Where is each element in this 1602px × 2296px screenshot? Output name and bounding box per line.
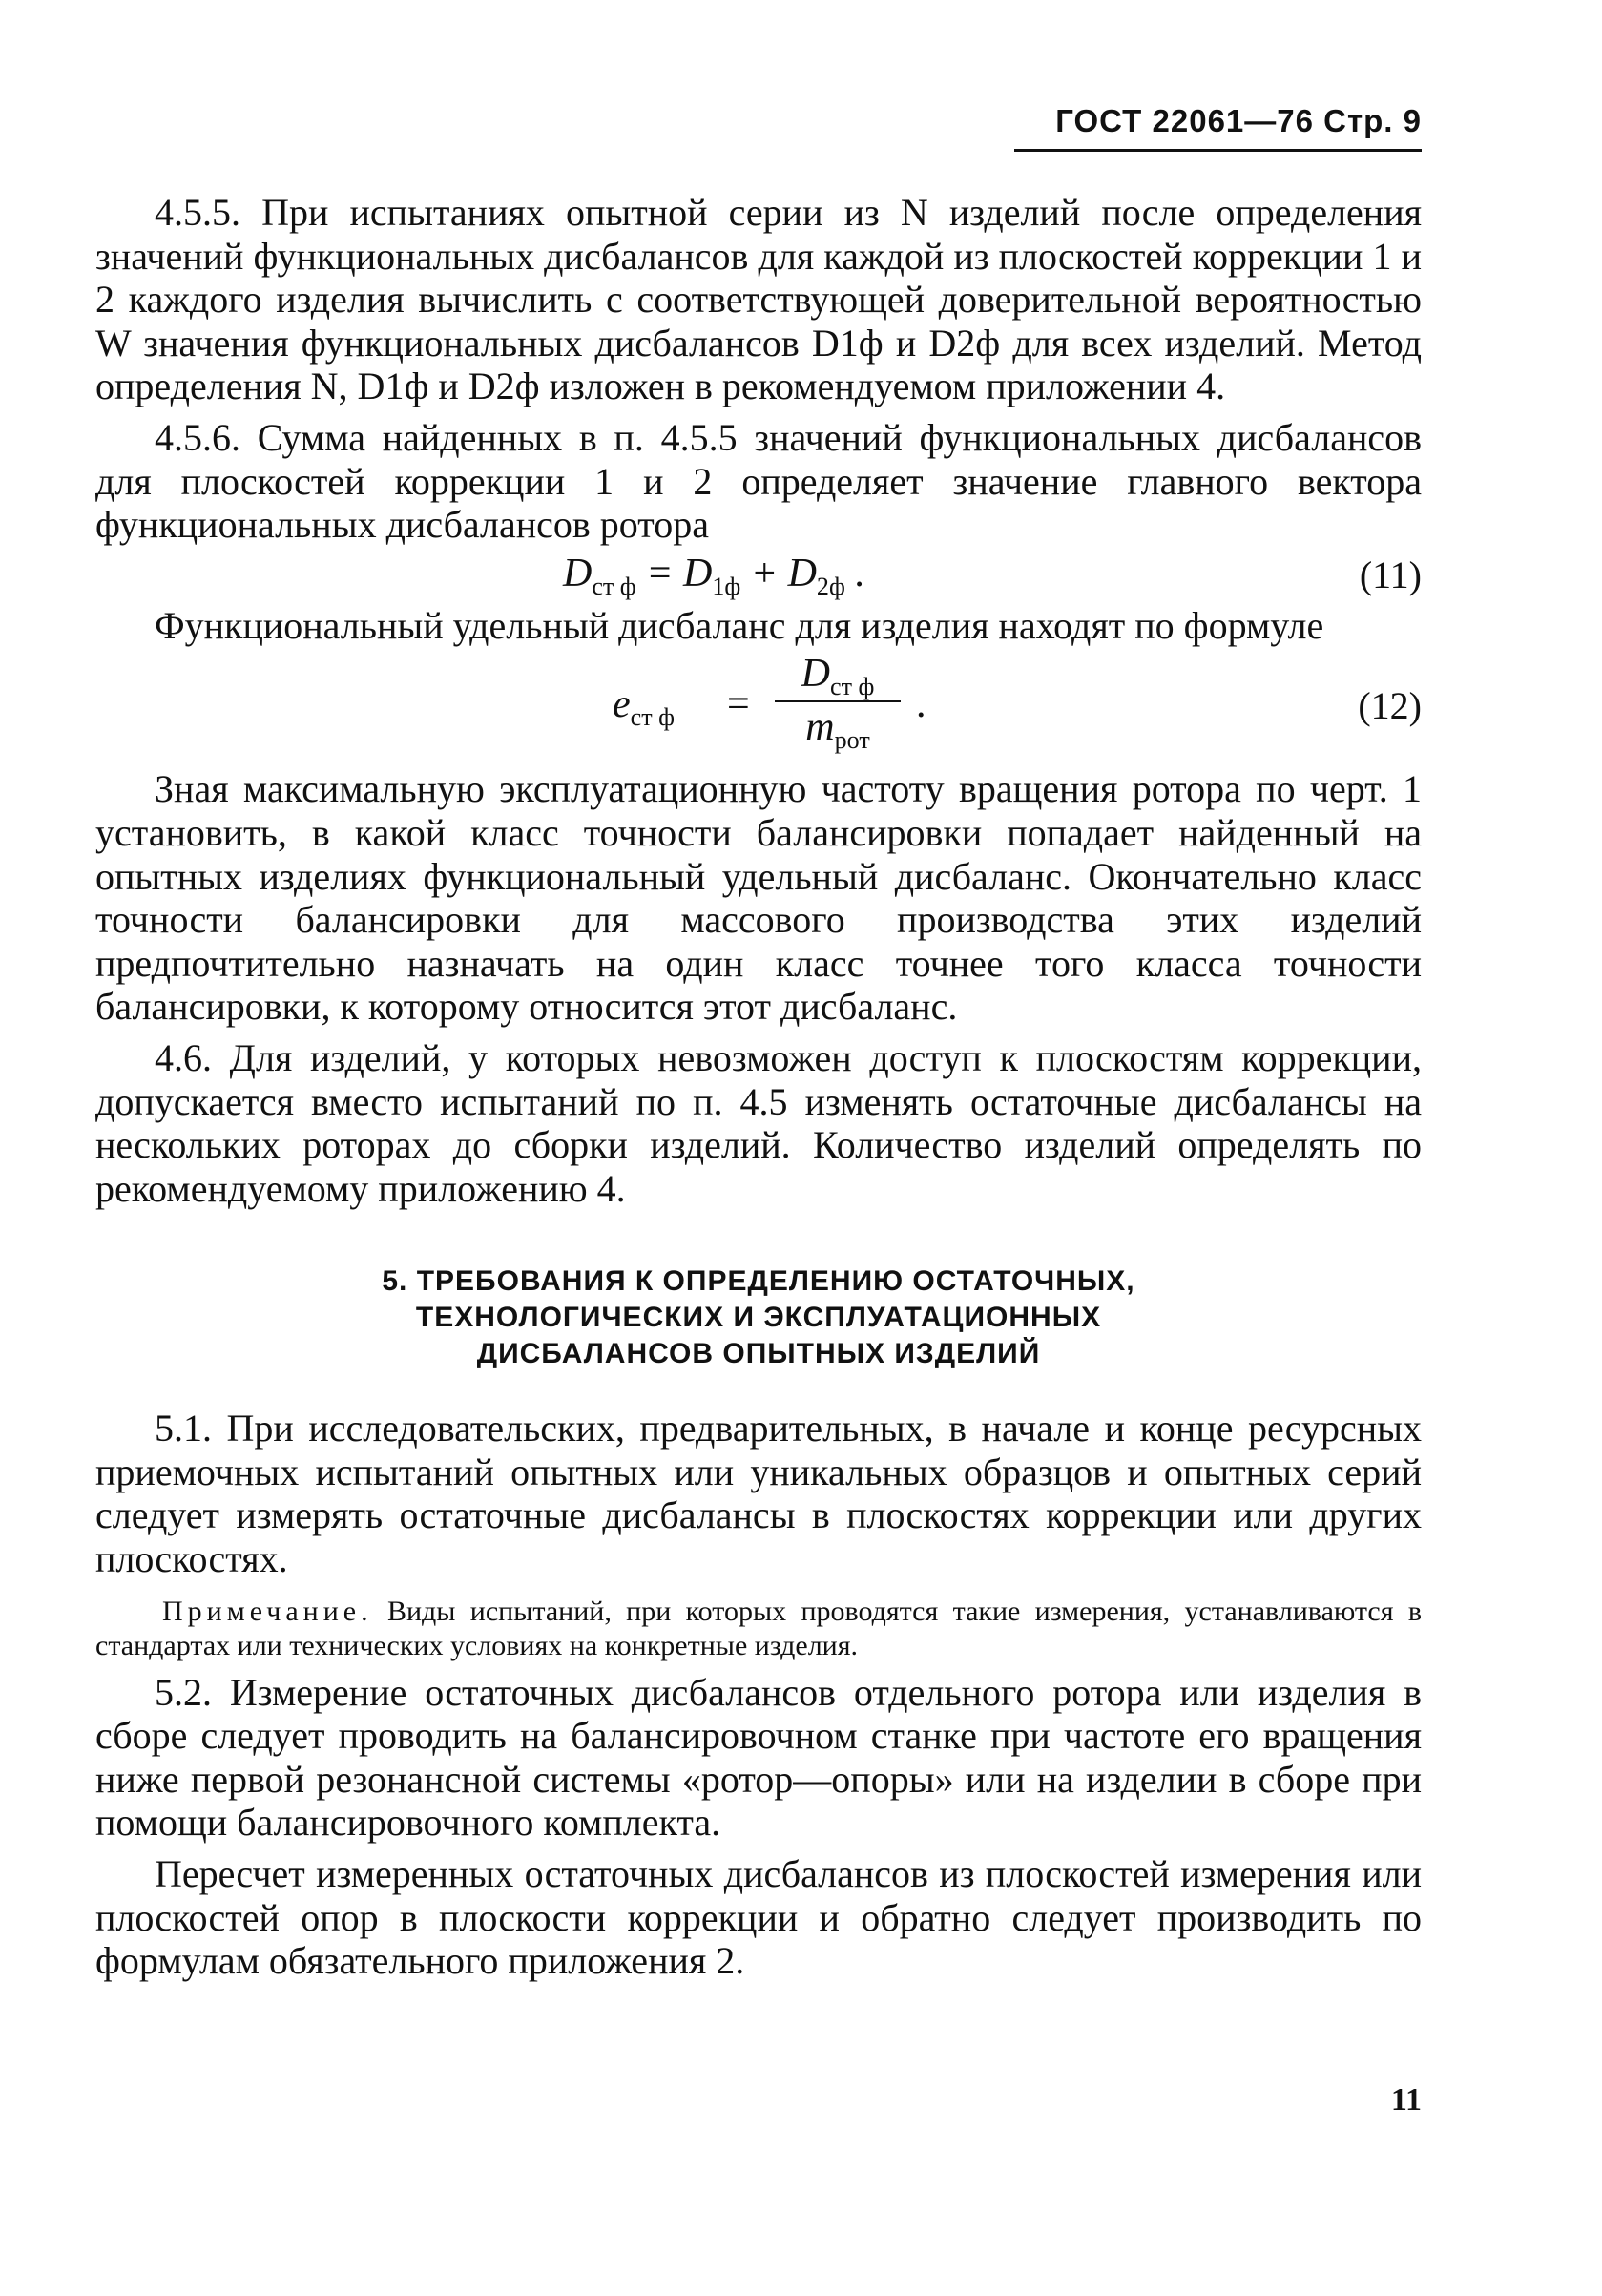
note-text: Виды испытаний, при которых проводятся такие измерения, устанавливаются в стандартах или технических условиях на конкретные изделия. <box>95 1595 1422 1661</box>
note <box>95 1595 1422 1663</box>
note-label: Примечание. <box>162 1595 373 1627</box>
formula-11-expression: $D_{ст ф} = D_{1ф} + D_{2ф}$ . <box>563 551 865 600</box>
formula-12-fraction: $D_{ст ф}$ $m_{рот}$ <box>771 651 905 752</box>
formula-11 <box>95 547 1422 604</box>
page-body <box>95 191 1422 1983</box>
page-number: 11 <box>1390 2082 1422 2118</box>
page-header <box>1014 103 1422 139</box>
formula-12-lhs: $e_{ст ф}$ <box>613 682 675 732</box>
paragraph-func-intro: Функциональный удельный дисбаланс для изделия находят по формуле <box>155 603 1324 647</box>
formula-12-number: (12) <box>1358 684 1422 728</box>
header-rule <box>1014 149 1422 152</box>
paragraph-4-6: 4.6. Для изделий, у которых невозможен доступ к плоскостям коррекции, допускается вместо испытаний по п. 4.5 изменять остаточные дисбалансы на нескольких роторах до сборки изделий. Количество изделий определять по рекомендуемому приложению 4. <box>95 1035 1422 1210</box>
standard-number: ГОСТ 22061—76 <box>1055 103 1314 138</box>
formula-12: $e_{ст ф}$ = $D_{ст ф}$ $m_{рот}$ . (12) <box>613 652 1422 755</box>
paragraph-recalc: Пересчет измеренных остаточных дисбалансов из плоскостей измерения или плоскостей опор в плоскости коррекции и обратно следует производить по формулам обязательного приложения 2. <box>95 1852 1422 1983</box>
section-5-title: 5. ТРЕБОВАНИЯ К ОПРЕДЕЛЕНИЮ ОСТАТОЧНЫХ, ТЕХНОЛОГИЧЕСКИХ И ЭКСПЛУАТАЦИОННЫХ ДИСБАЛАНСОВ ОПЫТНЫХ ИЗДЕЛИЙ <box>382 1265 1135 1370</box>
formula-11-number: (11) <box>1359 553 1422 596</box>
paragraph-knowing: Зная максимальную эксплуатационную частоту вращения ротора по черт. 1 установить, в какой класс точности балансировки попадает найденный на опытных изделиях функциональный удельный дисбаланс. Окончательно класс точности балансировки для массового производства этих изделий предпочтительно назначать на один класс точнее того класса точности балансировки, к которому относится этот дисбаланс. <box>95 767 1422 1029</box>
page-label: Стр. 9 <box>1323 103 1422 138</box>
paragraph-5-2: 5.2. Измерение остаточных дисбалансов отдельного ротора или изделия в сборе следует проводить на балансировочном станке при частоте его вращения ниже первой резонансной системы «ротор—опоры» или на изделии в сборе при помощи балансировочного комплекта. <box>95 1670 1422 1845</box>
paragraph-4-5-5: 4.5.5. При испытаниях опытной серии из N изделий после определения значений функциональных дисбалансов для каждой из плоскостей коррекции 1 и 2 каждого изделия вычислить с соответствующей доверительной вероятностью W значения функциональных дисбалансов D1ф и D2ф для всех изделий. Метод определения N, D1ф и D2ф изложен в рекомендуемом приложении 4. <box>95 191 1422 408</box>
paragraph-4-5-6: 4.5.6. Сумма найденных в п. 4.5.5 значений функциональных дисбалансов для плоскостей коррекции 1 и 2 определяет значение главного вектора функциональных дисбалансов ротора <box>95 415 1422 547</box>
formula-12-equals: = <box>727 682 750 727</box>
paragraph-5-1: 5.1. При исследовательских, предварительных, в начале и конце ресурсных приемочных испытаний опытных или уникальных образцов и опытных серий следует измерять остаточные дисбалансы в плоскостях коррекции или других плоскостях. <box>95 1407 1422 1581</box>
